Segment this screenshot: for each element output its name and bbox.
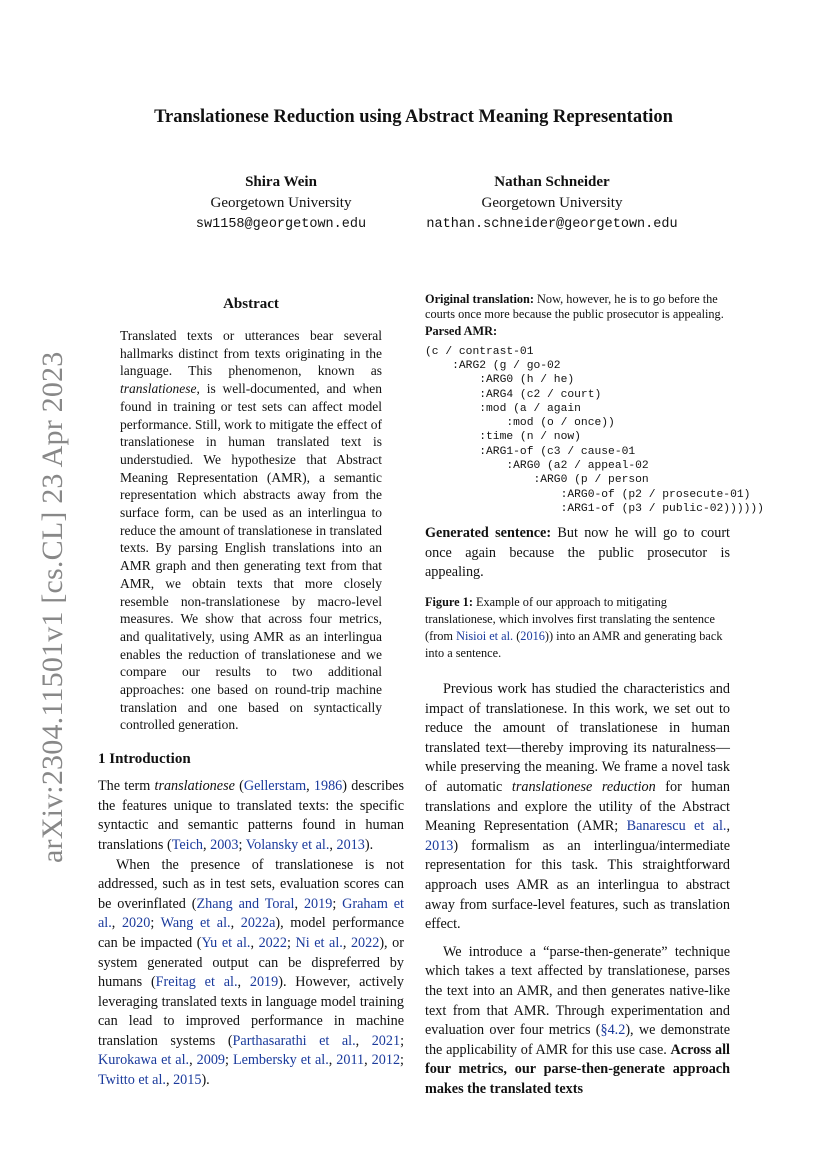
citation-link[interactable]: 2020: [121, 915, 151, 932]
original-translation: Original translation: Now, however, he is to go before the courts once more because the public prosecutor is appealing.: [425, 292, 724, 322]
citation-link[interactable]: 2013: [425, 837, 454, 854]
author-name: Nathan Schneider: [494, 174, 610, 190]
citation-link[interactable]: 2019: [249, 974, 279, 991]
author-email: nathan.schneider@georgetown.edu: [426, 217, 678, 232]
citation-link[interactable]: Gellerstam: [243, 778, 307, 795]
citation-link[interactable]: 2022: [258, 934, 287, 951]
figure-1: [425, 292, 764, 662]
left-column: [98, 296, 404, 1091]
citation-link[interactable]: 2019: [303, 895, 333, 912]
citation-link[interactable]: 2022a: [240, 915, 276, 932]
citation-link[interactable]: Freitag et al.: [155, 974, 238, 991]
author-affiliation: Georgetown University: [481, 195, 623, 211]
citation-link[interactable]: 2021: [371, 1032, 401, 1049]
paragraph: We introduce a “parse-then-generate” technique which takes a text affected by translationese, parses the text into an AMR, and then generates native-like text from that AMR. Through experimentation and evaluation over four metrics (§4.2), we demonstrate the applicability of AMR for this use case. Across all four metrics, our parse-then-generate approach makes the translated texts: [425, 943, 730, 1097]
citation-link[interactable]: 2011: [336, 1052, 365, 1069]
citation-link[interactable]: 2013: [336, 836, 365, 853]
right-body: [425, 680, 730, 1099]
citation-link[interactable]: 2015: [173, 1072, 202, 1089]
paragraph: Previous work has studied the characteristics and impact of translationese. In this work, we set out to reduce the amount of translationese in human translated text—thereby improving its naturalness—while preserving the meaning. We frame a novel task of automatic translationese reduction for human translations and explore the utility of the Abstract Meaning Representation (AMR; Banarescu et al., 2013) formalism as an interlingua/intermediate representation for this task. This straightforward approach uses AMR as an interlingua to abstract away from surface-level features, such as translation effect.: [425, 681, 730, 933]
citation-link[interactable]: Twitto et al.: [98, 1072, 166, 1089]
citation-link[interactable]: Graham et al.: [98, 895, 404, 932]
citation-link[interactable]: Ni et al.: [295, 934, 343, 951]
citation-link[interactable]: Wang et al.: [160, 915, 231, 932]
generated-sentence: Generated sentence: But now he will go to court once again because the public prosecutor is appealing.: [425, 525, 730, 581]
citation-link[interactable]: Zhang and Toral: [196, 895, 295, 912]
citation-link[interactable]: Banarescu et al.: [626, 818, 727, 835]
citation-link[interactable]: Yu et al.: [201, 934, 251, 951]
intro-heading: 1 Introduction: [98, 751, 191, 768]
arxiv-id: arXiv:2304.11501v1 [cs.CL] 23 Apr 2023: [36, 351, 69, 863]
paper-title: Translationese Reduction using Abstract Meaning Representation: [154, 107, 673, 127]
citation-link[interactable]: Kurokawa et al.: [98, 1052, 190, 1069]
citation-link[interactable]: Parthasarathi et al.: [232, 1032, 356, 1049]
amr-graph: (c / contrast-01 :ARG2 (g / go-02 :ARG0 (h / he) :ARG4 (c2 / court) :mod (a / again :mod (o / once)) :time (n / now) :ARG1-of (c3 / cause-01 :ARG0 (a2 / appeal-02 :ARG0 (p / person :ARG0-of (p2 / prosecute-01) :ARG1-of (p3 / public-02)))))): [425, 345, 764, 515]
intro-paragraph-1: The term translationese (Gellerstam, 1986) describes the features unique to translated texts: the specific syntactic and semantic patterns found in human translations (Teich, 2003; Volansky et al., 2013). When the presence of translationese is not addressed, such as in test sets, evaluation scores can be overinflated (Zhang and Toral, 2019; Graham et al., 2020; Wang et al., 2022a), model performance can be impacted (Yu et al., 2022; Ni et al., 2022), or system generated output can be dispreferred by humans (Freitag et al., 2019). However, actively leveraging translated texts in language model training can lead to improved performance in machine translation systems (Parthasarathi et al., 2021; Kurokawa et al., 2009; Lembersky et al., 2011, 2012; Twitto et al., 2015).: [98, 777, 404, 1091]
abstract-heading: Abstract: [223, 296, 279, 312]
citation-link[interactable]: 2022: [350, 934, 380, 951]
citation-link[interactable]: Nisioi et al.: [456, 628, 514, 643]
author-email: sw1158@georgetown.edu: [195, 217, 367, 232]
citation-link[interactable]: 2016: [520, 628, 545, 643]
abstract-body: Translated texts or utterances bear several hallmarks distinct from texts originating in the language. This phenomenon, known as translationese, is well-documented, and when found in training or test sets can affect model performance. Still, work to mitigate the effect of translationese in human translated text is understudied. We hypothesize that Abstract Meaning Representation (AMR), a semantic representation which abstracts away from the surface form, can be used as an interlingua to reduce the amount of translationese in translated texts. By parsing English translations into an AMR graph and then generating text from that AMR, we obtain texts that more closely resemble non-translationese by macro-level measures. We show that across four metrics, and qualitatively, using AMR as an interlingua enables the reduction of translationese and we compare our results to two additional approaches: one based on round-trip machine translation and one based on syntactically controlled generation.: [120, 328, 382, 733]
author-affiliation: Georgetown University: [210, 195, 352, 211]
citation-link[interactable]: Lembersky et al.: [232, 1052, 329, 1069]
citation-link[interactable]: Teich: [171, 836, 203, 853]
intro-paragraph-2: When the presence of translationese is not addressed, such as in test sets, evaluation scores can be overinflated (Zhang and Toral, 2019; Graham et al., 2020; Wang et al., 2022a), model performance can be impacted (Yu et al., 2022; Ni et al., 2022), or system generated output can be dispreferred by humans (Freitag et al., 2019). However, actively leveraging translated texts in language model training can lead to improved performance in machine translation systems (Parthasarathi et al., 2021; Kurokawa et al., 2009; Lembersky et al., 2011, 2012; Twitto et al., 2015).: [98, 856, 405, 1089]
parsed-amr-label: Parsed AMR:: [425, 324, 498, 339]
figure-caption: Figure 1: Example of our approach to mitigating translationese, which involves first translating the sentence (from Nisioi et al. (2016)) into an AMR and generating back into a sentence.: [425, 594, 723, 660]
author-block-2: [418, 172, 686, 235]
author-block-1: [158, 172, 404, 235]
citation-link[interactable]: Volansky et al.: [245, 836, 330, 853]
citation-link[interactable]: 2003: [210, 836, 239, 853]
citation-link[interactable]: 1986: [313, 778, 343, 795]
author-name: Shira Wein: [245, 174, 317, 190]
section-ref-link[interactable]: §4.2: [600, 1022, 626, 1039]
citation-link[interactable]: 2009: [196, 1052, 225, 1069]
citation-link[interactable]: 2012: [371, 1052, 401, 1069]
